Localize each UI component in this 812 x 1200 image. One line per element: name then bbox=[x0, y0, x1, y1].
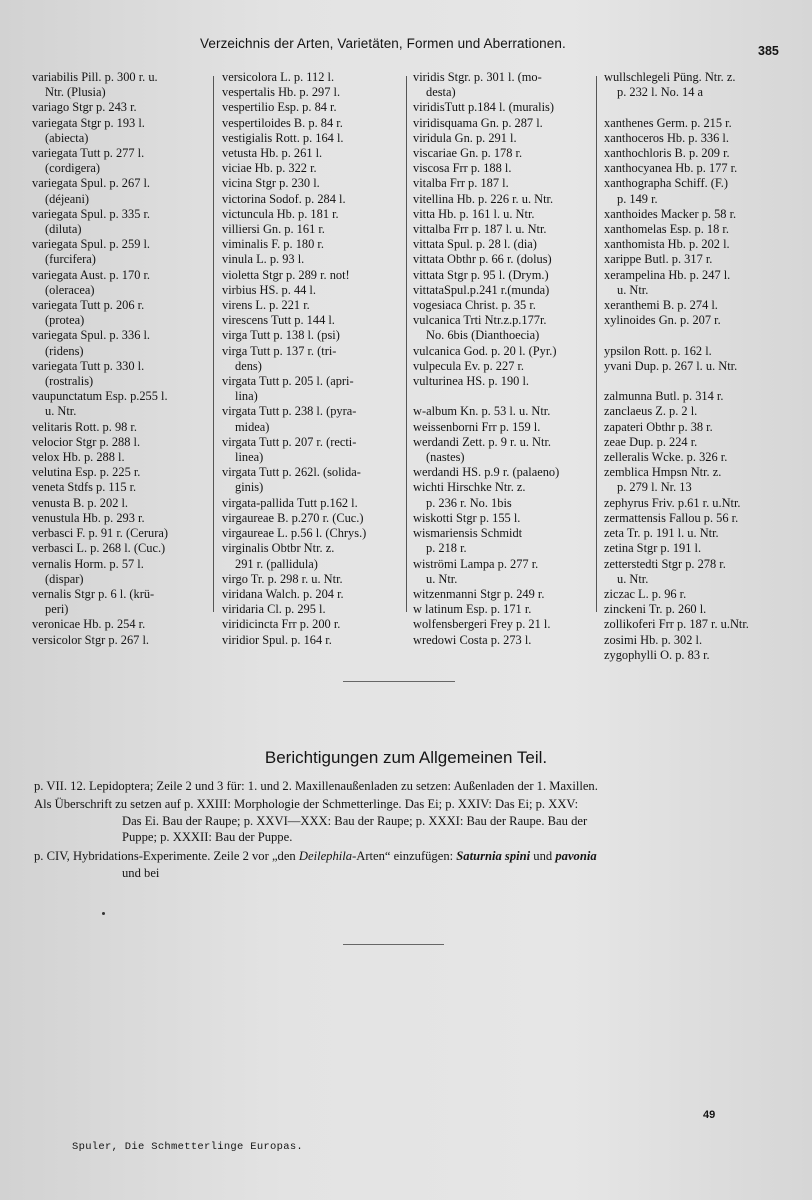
index-entry: zemblica Hmpsn Ntr. z. bbox=[604, 465, 722, 480]
index-entry: victorina Sodof. p. 284 l. bbox=[222, 191, 346, 206]
correction-line: und bei bbox=[122, 865, 160, 880]
index-entry: wullschlegeli Püng. Ntr. z. bbox=[604, 70, 736, 84]
index-column-3 bbox=[413, 70, 593, 648]
index-column-1 bbox=[32, 70, 206, 648]
index-entry: vespertiloides B. p. 84 r. bbox=[222, 115, 343, 130]
index-entry: p. 279 l. Nr. 13 bbox=[617, 480, 692, 495]
index-entry: virgaureae B. p.270 r. (Cuc.) bbox=[222, 510, 364, 525]
index-spacer bbox=[604, 328, 796, 343]
species-name: Saturnia spini bbox=[456, 849, 531, 863]
index-entry: (abiecta) bbox=[45, 130, 89, 145]
index-entry: 291 r. (pallidula) bbox=[235, 556, 318, 571]
index-entry: viridaria Cl. p. 295 l. bbox=[222, 602, 326, 617]
index-entry: xeranthemi B. p. 274 l. bbox=[604, 298, 718, 313]
index-entry: peri) bbox=[45, 602, 69, 617]
index-entry: (rostralis) bbox=[45, 374, 94, 389]
index-entry: xanthoides Macker p. 58 r. bbox=[604, 206, 737, 221]
index-entry: vulcanica Trti Ntr.z.p.177r. bbox=[413, 313, 547, 328]
index-entry: zosimi Hb. p. 302 l. bbox=[604, 632, 703, 647]
correction-text: und bbox=[533, 849, 553, 863]
index-column-4 bbox=[604, 70, 796, 663]
index-entry: virga Tutt p. 138 l. (psi) bbox=[222, 328, 340, 343]
index-entry: desta) bbox=[426, 85, 456, 100]
index-entry: viciae Hb. p. 322 r. bbox=[222, 161, 317, 176]
index-entry: zelleralis Wcke. p. 326 r. bbox=[604, 450, 728, 465]
index-entry: ziczac L. p. 96 r. bbox=[604, 586, 687, 601]
index-entry: virgo Tr. p. 298 r. u. Ntr. bbox=[222, 571, 343, 586]
index-entry: virga Tutt p. 137 r. (tri- bbox=[222, 343, 337, 358]
column-rule bbox=[213, 76, 214, 612]
index-entry: veneta Stdfs p. 115 r. bbox=[32, 480, 137, 495]
index-entry: virgata Tutt p. 207 r. (recti- bbox=[222, 434, 357, 449]
index-entry: velocior Stgr p. 288 l. bbox=[32, 434, 141, 449]
index-entry: viscosa Frr p. 188 l. bbox=[413, 161, 512, 176]
index-entry: vulpecula Ev. p. 227 r. bbox=[413, 358, 525, 373]
index-entry: variabilis Pill. p. 300 r. u. bbox=[32, 70, 158, 84]
index-entry: vitellina Hb. p. 226 r. u. Ntr. bbox=[413, 191, 554, 206]
correction-line bbox=[34, 848, 786, 865]
index-entry: (cordigera) bbox=[45, 161, 101, 176]
index-entry: virgata-pallida Tutt p.162 l. bbox=[222, 495, 358, 510]
index-entry: (nastes) bbox=[426, 450, 465, 465]
running-header bbox=[0, 36, 812, 58]
index-entry: w latinum Esp. p. 171 r. bbox=[413, 602, 532, 617]
index-entry: zygophylli O. p. 83 r. bbox=[604, 647, 710, 662]
index-entry: vulturinea HS. p. 190 l. bbox=[413, 374, 529, 389]
printer-signature: 49 bbox=[703, 1109, 716, 1121]
species-name: pavonia bbox=[555, 849, 597, 863]
index-entry: vittata Obthr p. 66 r. (dolus) bbox=[413, 252, 552, 267]
index-entry: zapateri Obthr p. 38 r. bbox=[604, 419, 713, 434]
correction-line: p. VII. 12. Lepidoptera; Zeile 2 und 3 für: 1. und 2. Maxillenaußenladen zu setzen: Außenladen der 1. Maxillen. bbox=[34, 779, 598, 793]
index-entry: versicolora L. p. 112 l. bbox=[222, 70, 335, 84]
index-entry: (déjeani) bbox=[45, 191, 90, 206]
index-entry: vittata Stgr p. 95 l. (Drym.) bbox=[413, 267, 549, 282]
index-entry: p. 236 r. No. 1bis bbox=[426, 495, 512, 510]
index-entry: variegata Spul. p. 336 l. bbox=[32, 328, 151, 343]
index-entry: vernalis Stgr p. 6 l. (krü- bbox=[32, 586, 155, 601]
index-entry: zeae Dup. p. 224 r. bbox=[604, 434, 698, 449]
correction-text: p. CIV, Hybridations-Experimente. Zeile 2 vor „den bbox=[34, 849, 296, 863]
index-entry: midea) bbox=[235, 419, 270, 434]
index-entry: variegata Spul. p. 335 r. bbox=[32, 206, 151, 221]
index-entry: vitalba Frr p. 187 l. bbox=[413, 176, 509, 191]
index-entry: versicolor Stgr p. 267 l. bbox=[32, 632, 150, 647]
index-entry: verbasci F. p. 91 r. (Cerura) bbox=[32, 526, 168, 541]
index-entry: virginalis Obtbr Ntr. z. bbox=[222, 541, 335, 556]
column-rule bbox=[406, 76, 407, 612]
index-entry: velutina Esp. p. 225 r. bbox=[32, 465, 141, 480]
index-entry: zetina Stgr p. 191 l. bbox=[604, 541, 702, 556]
index-entry: linea) bbox=[235, 450, 264, 465]
correction-line: Als Überschrift zu setzen auf p. XXIII: Morphologie der Schmetterlinge. Das Ei; p. XXIV: Das Ei; p. XXV: bbox=[34, 797, 579, 811]
index-entry: viridana Walch. p. 204 r. bbox=[222, 586, 344, 601]
print-speck bbox=[102, 912, 105, 915]
index-entry: viscariae Gn. p. 178 r. bbox=[413, 146, 523, 161]
index-entry: variago Stgr p. 243 r. bbox=[32, 100, 137, 115]
correction-text: -Arten“ einzufügen: bbox=[352, 849, 454, 863]
index-entry: virgata Tutt p. 238 l. (pyra- bbox=[222, 404, 357, 419]
index-entry: p. 149 r. bbox=[617, 191, 658, 206]
column-rule bbox=[596, 76, 597, 612]
index-entry: u. Ntr. bbox=[617, 571, 649, 586]
index-entry: u. Ntr. bbox=[45, 404, 77, 419]
index-entry: vulcanica God. p. 20 l. (Pyr.) bbox=[413, 343, 557, 358]
index-entry: u. Ntr. bbox=[426, 571, 458, 586]
index-entry: werdandi Zett. p. 9 r. u. Ntr. bbox=[413, 434, 551, 449]
index-entry: virgata Tutt p. 205 l. (apri- bbox=[222, 374, 354, 389]
index-entry: xanthomista Hb. p. 202 l. bbox=[604, 237, 730, 252]
index-entry: yvani Dup. p. 267 l. u. Ntr. bbox=[604, 358, 738, 373]
index-entry: zalmunna Butl. p. 314 r. bbox=[604, 389, 724, 404]
index-entry: variegata Spul. p. 259 l. bbox=[32, 237, 151, 252]
index-spacer bbox=[604, 100, 796, 115]
index-entry: virgaureae L. p.56 l. (Chrys.) bbox=[222, 526, 367, 541]
index-entry: wolfensbergeri Frey p. 21 l. bbox=[413, 617, 551, 632]
index-entry: vitta Hb. p. 161 l. u. Ntr. bbox=[413, 206, 535, 221]
index-entry: No. 6bis (Dianthoecia) bbox=[426, 328, 540, 343]
index-entry: wiströmi Lampa p. 277 r. bbox=[413, 556, 539, 571]
correction-line: Puppe; p. XXXII: Bau der Puppe. bbox=[122, 830, 293, 845]
index-entry: vespertilio Esp. p. 84 r. bbox=[222, 100, 337, 115]
index-entry: vinula L. p. 93 l. bbox=[222, 252, 305, 267]
index-entry: viridula Gn. p. 291 l. bbox=[413, 130, 517, 145]
index-entry: velox Hb. p. 288 l. bbox=[32, 450, 125, 465]
index-entry: wredowi Costa p. 273 l. bbox=[413, 632, 532, 647]
index-entry: (oleracea) bbox=[45, 282, 95, 297]
index-spacer bbox=[413, 389, 593, 404]
index-entry: dens) bbox=[235, 358, 262, 373]
index-entry: zeta Tr. p. 191 l. u. Ntr. bbox=[604, 526, 719, 541]
index-entry: zanclaeus Z. p. 2 l. bbox=[604, 404, 698, 419]
section-divider bbox=[343, 944, 444, 945]
index-entry: virbius HS. p. 44 l. bbox=[222, 282, 316, 297]
index-entry: vicina Stgr p. 230 l. bbox=[222, 176, 320, 191]
index-entry: vetusta Hb. p. 261 l. bbox=[222, 146, 323, 161]
index-entry: vittalba Frr p. 187 l. u. Ntr. bbox=[413, 222, 547, 237]
index-entry: wismariensis Schmidt bbox=[413, 526, 523, 541]
index-entry: u. Ntr. bbox=[617, 282, 649, 297]
index-entry: virens L. p. 221 r. bbox=[222, 298, 310, 313]
correction-entry bbox=[34, 796, 786, 846]
index-entry: vittataSpul.p.241 r.(munda) bbox=[413, 282, 550, 297]
index-entry: (protea) bbox=[45, 313, 85, 328]
index-entry: zinckeni Tr. p. 260 l. bbox=[604, 602, 707, 617]
index-entry: viridicincta Frr p. 200 r. bbox=[222, 617, 341, 632]
index-entry: xarippe Butl. p. 317 r. bbox=[604, 252, 713, 267]
index-entry: xanthochloris B. p. 209 r. bbox=[604, 146, 730, 161]
index-entry: xanthocyanea Hb. p. 177 r. bbox=[604, 161, 738, 176]
index-entry: zollikoferi Frr p. 187 r. u.Ntr. bbox=[604, 617, 749, 632]
correction-entry bbox=[34, 848, 786, 881]
index-entry: violetta Stgr p. 289 r. not! bbox=[222, 267, 350, 282]
index-entry: villiersi Gn. p. 161 r. bbox=[222, 222, 325, 237]
index-entry: xanthoceros Hb. p. 336 l. bbox=[604, 130, 729, 145]
index-entry: werdandi HS. p.9 r. (palaeno) bbox=[413, 465, 560, 480]
index-spacer bbox=[604, 374, 796, 389]
index-entry: xanthenes Germ. p. 215 r. bbox=[604, 115, 732, 130]
index-entry: xylinoides Gn. p. 207 r. bbox=[604, 313, 721, 328]
index-entry: variegata Tutt p. 277 l. bbox=[32, 146, 145, 161]
index-entry: witzenmanni Stgr p. 249 r. bbox=[413, 586, 545, 601]
index-entry: variegata Tutt p. 330 l. bbox=[32, 358, 145, 373]
index-entry: w-album Kn. p. 53 l. u. Ntr. bbox=[413, 404, 551, 419]
index-entry: vaupunctatum Esp. p.255 l. bbox=[32, 389, 168, 404]
index-entry: venusta B. p. 202 l. bbox=[32, 495, 129, 510]
index-entry: wichti Hirschke Ntr. z. bbox=[413, 480, 526, 495]
index-entry: vespertalis Hb. p. 297 l. bbox=[222, 85, 341, 100]
index-entry: virgata Tutt p. 262l. (solida- bbox=[222, 465, 361, 480]
index-entry: ginis) bbox=[235, 480, 264, 495]
index-entry: viridis Stgr. p. 301 l. (mo- bbox=[413, 70, 542, 84]
index-entry: vernalis Horm. p. 57 l. bbox=[32, 556, 144, 571]
index-entry: (ridens) bbox=[45, 343, 84, 358]
index-column-2 bbox=[222, 70, 402, 648]
section-divider bbox=[343, 681, 455, 682]
index-entry: viridisTutt p.184 l. (muralis) bbox=[413, 100, 555, 115]
index-entry: weissenborni Frr p. 159 l. bbox=[413, 419, 541, 434]
index-entry: vogesiaca Christ. p. 35 r. bbox=[413, 298, 536, 313]
index-entry: (diluta) bbox=[45, 222, 82, 237]
index-entry: verbasci L. p. 268 l. (Cuc.) bbox=[32, 541, 166, 556]
index-entry: viridior Spul. p. 164 r. bbox=[222, 632, 332, 647]
index-entry: viminalis F. p. 180 r. bbox=[222, 237, 324, 252]
index-entry: variegata Tutt p. 206 r. bbox=[32, 298, 145, 313]
index-entry: p. 232 l. No. 14 a bbox=[617, 85, 704, 100]
footer-credit: Spuler, Die Schmetterlinge Europas. bbox=[72, 1141, 304, 1153]
index-entry: xerampelina Hb. p. 247 l. bbox=[604, 267, 731, 282]
index-entry: veronicae Hb. p. 254 r. bbox=[32, 617, 146, 632]
correction-entry bbox=[34, 778, 786, 795]
corrections-heading: Berichtigungen zum Allgemeinen Teil. bbox=[264, 748, 548, 767]
index-entry: velitaris Rott. p. 98 r. bbox=[32, 419, 137, 434]
index-entry: zermattensis Fallou p. 56 r. bbox=[604, 510, 739, 525]
index-entry: venustula Hb. p. 293 r. bbox=[32, 510, 145, 525]
index-entry: victuncula Hb. p. 181 r. bbox=[222, 206, 339, 221]
index-entry: zetterstedti Stgr p. 278 r. bbox=[604, 556, 726, 571]
index-entry: (furcifera) bbox=[45, 252, 96, 267]
index-entry: p. 218 r. bbox=[426, 541, 467, 556]
index-entry: variegata Stgr p. 193 l. bbox=[32, 115, 145, 130]
page-number: 385 bbox=[758, 44, 779, 58]
index-entry: wiskotti Stgr p. 155 l. bbox=[413, 510, 521, 525]
index-entry: zephyrus Friv. p.61 r. u.Ntr. bbox=[604, 495, 741, 510]
index-entry: xanthomelas Esp. p. 18 r. bbox=[604, 222, 729, 237]
header-title: Verzeichnis der Arten, Varietäten, Formen und Aberrationen. bbox=[200, 36, 566, 51]
index-entry: variegata Aust. p. 170 r. bbox=[32, 267, 151, 282]
index-entry: virescens Tutt p. 144 l. bbox=[222, 313, 335, 328]
index-entry: vestigialis Rott. p. 164 l. bbox=[222, 130, 344, 145]
index-entry: Ntr. (Plusia) bbox=[45, 85, 106, 100]
index-entry: xanthographa Schiff. (F.) bbox=[604, 176, 729, 191]
index-entry: lina) bbox=[235, 389, 258, 404]
index-entry: variegata Spul. p. 267 l. bbox=[32, 176, 151, 191]
index-entry: ypsilon Rott. p. 162 l. bbox=[604, 343, 712, 358]
correction-line: Das Ei. Bau der Raupe; p. XXVI—XXX: Bau der Raupe; p. XXXI: Bau der Raupe. Bau der bbox=[122, 813, 588, 828]
index-entry: vittata Spul. p. 28 l. (dia) bbox=[413, 237, 537, 252]
index-entry: viridisquama Gn. p. 287 l. bbox=[413, 115, 543, 130]
index-entry: (dispar) bbox=[45, 571, 84, 586]
genus-name: Deilephila bbox=[298, 849, 353, 863]
